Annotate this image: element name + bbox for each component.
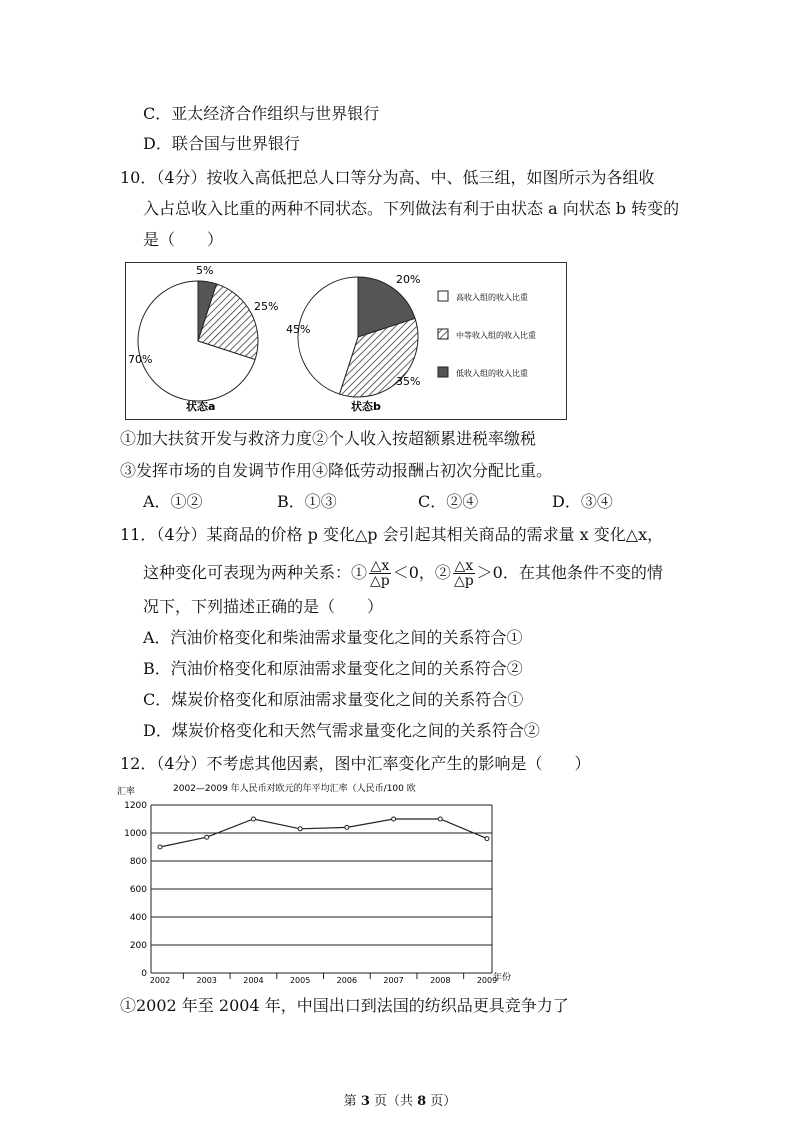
data-point (345, 825, 349, 829)
footer-total-pages: 8 (417, 1094, 427, 1109)
fraction-1 (369, 559, 391, 588)
q10-stem-line1: 10．（4分）按收入高低把总人口等分为高、中、低三组，如图所示为各组收 (120, 168, 655, 187)
legend-swatch-mid (438, 329, 448, 339)
y-tick-label: 1000 (124, 829, 147, 839)
q10-option-b: B．①③ (277, 492, 337, 511)
data-point (251, 817, 255, 821)
q10-pie-figure (125, 262, 567, 420)
data-point (158, 845, 162, 849)
q11-stem-line3: 况下，下列描述正确的是（ ） (143, 597, 384, 616)
chart-grid (151, 805, 492, 973)
q11-relation-intro: 这种变化可表现为两种关系：① (143, 563, 368, 582)
chart-xlabel: 年份 (493, 973, 512, 983)
chart-y-ticks (124, 801, 147, 979)
y-tick-label: 200 (129, 941, 147, 951)
q9-option-c: C．亚太经济合作组织与世界银行 (143, 104, 380, 123)
pie-b-mid-label: 35% (396, 375, 421, 388)
data-point (485, 837, 489, 841)
x-tick-label: 2002 (149, 976, 171, 985)
chart-title: 2002—2009 年人民币对欧元的年平均汇率（人民币/100 欧 (173, 784, 416, 794)
data-point (298, 827, 302, 831)
legend-swatch-low (438, 367, 448, 377)
q11-relation-end: ＞0．在其他条件不变的情 (476, 563, 663, 582)
footer-mid: 页（共 (369, 1094, 418, 1109)
q10-stem-line3: 是（ ） (143, 230, 224, 249)
q10-stem-line2: 入占总收入比重的两种不同状态。下列做法有利于由状态 a 向状态 b 转变的 (143, 199, 680, 218)
pie-a-low-label: 5% (196, 264, 214, 277)
pie-b-high-label: 45% (286, 323, 311, 336)
page-footer (0, 1090, 800, 1109)
legend-label-high: 高收入组的收入比重 (456, 293, 528, 302)
exchange-rate-chart-svg (115, 780, 535, 985)
chart-x-ticks (150, 973, 497, 985)
x-tick-label: 2009 (476, 976, 498, 985)
x-tick-label: 2008 (430, 976, 451, 985)
q11-stem-line2 (143, 556, 663, 590)
q11-option-c: C．煤炭价格变化和原油需求量变化之间的关系符合① (143, 690, 524, 709)
q12-line-chart (115, 780, 535, 985)
fraction-1-num: △x (370, 558, 390, 574)
x-tick-label: 2003 (196, 976, 217, 985)
q10-option-a: A．①② (143, 492, 203, 511)
q11-option-b: B．汽油价格变化和原油需求量变化之间的关系符合② (143, 659, 523, 678)
q10-statements-line2: ③发挥市场的自发调节作用④降低劳动报酬占初次分配比重。 (120, 461, 553, 480)
x-tick-label: 2005 (289, 976, 311, 985)
pie-b-title: 状态b (351, 400, 381, 413)
data-point (205, 835, 209, 839)
pie-state-a (138, 281, 258, 401)
q11-relation-mid: ＜0，② (392, 563, 451, 582)
pie-figure-svg (126, 263, 566, 419)
legend-swatch-high (438, 291, 448, 301)
y-tick-label: 1200 (124, 801, 147, 811)
footer-prefix: 第 (343, 1094, 361, 1109)
x-tick-label: 2006 (336, 976, 358, 985)
footer-suffix: 页） (426, 1094, 457, 1109)
data-point (438, 817, 442, 821)
y-tick-label: 800 (129, 857, 147, 867)
y-tick-label: 600 (129, 885, 147, 895)
q10-statements-line1: ①加大扶贫开发与救济力度②个人收入按超额累进税率缴税 (120, 429, 537, 448)
x-tick-label: 2004 (243, 976, 264, 985)
footer-page-number: 3 (360, 1094, 370, 1109)
q10-option-d: D．③④ (552, 492, 613, 511)
legend-label-mid: 中等收入组的收入比重 (456, 331, 536, 340)
pie-a-mid-label: 25% (254, 300, 279, 313)
legend-label-low: 低收入组的收入比重 (456, 369, 528, 378)
q10-option-c: C．②④ (418, 492, 479, 511)
q12-statement-1: ①2002 年至 2004 年，中国出口到法国的纺织品更具竞争力了 (120, 996, 569, 1015)
q9-option-d: D．联合国与世界银行 (143, 134, 300, 153)
data-point (392, 817, 396, 821)
fraction-2-den: △p (453, 573, 474, 589)
pie-b-low-label: 20% (396, 273, 421, 286)
y-tick-label: 0 (141, 969, 147, 979)
q11-option-a: A．汽油价格变化和柴油需求量变化之间的关系符合① (143, 628, 523, 647)
pie-a-title: 状态a (186, 400, 216, 413)
pie-a-high-label: 70% (128, 353, 153, 366)
q11-stem-line1: 11．（4分）某商品的价格 p 变化△p 会引起其相关商品的需求量 x 变化△x， (120, 525, 664, 544)
fraction-1-den: △p (370, 573, 390, 589)
fraction-2 (453, 559, 475, 588)
y-tick-label: 400 (129, 913, 147, 923)
fraction-2-num: △x (454, 558, 474, 574)
q11-option-d: D．煤炭价格变化和天然气需求量变化之间的关系符合② (143, 721, 540, 740)
q12-stem: 12．（4分）不考虑其他因素，图中汇率变化产生的影响是（ ） (120, 754, 591, 773)
x-tick-label: 2007 (383, 976, 404, 985)
chart-ylabel: 汇率 (117, 787, 136, 797)
